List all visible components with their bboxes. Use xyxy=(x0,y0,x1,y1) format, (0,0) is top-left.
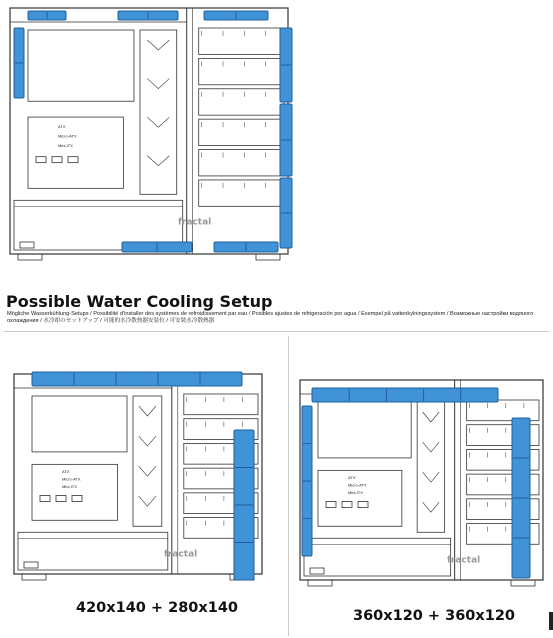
slot-cover xyxy=(56,495,66,501)
config-caption-1: 420x140 + 280x140 xyxy=(76,600,239,616)
divider-horizontal xyxy=(4,331,549,332)
slot-cover xyxy=(326,501,336,507)
slot-cover xyxy=(40,495,50,501)
front-vent-block xyxy=(199,180,284,206)
vent-chevron xyxy=(423,442,439,452)
motherboard-lower xyxy=(32,464,118,520)
drawing-label: Mini-ITX xyxy=(348,489,363,495)
motherboard-lower xyxy=(318,470,402,526)
slot-cover xyxy=(72,495,82,501)
motherboard-tray xyxy=(32,396,127,452)
radiator-top-420 xyxy=(32,372,242,386)
slot-cover xyxy=(52,157,62,163)
case-foot xyxy=(308,580,332,586)
drawing-label: ATX xyxy=(58,124,66,130)
vent-chevron xyxy=(147,117,169,127)
case-foot xyxy=(22,574,46,580)
front-vent-block xyxy=(199,119,284,145)
radiator-top-360 xyxy=(312,388,498,402)
slot-cover xyxy=(36,157,46,163)
vent-chevron xyxy=(147,79,169,89)
drawing-label: Micro-ATX xyxy=(62,476,81,482)
case-diagram-overview xyxy=(4,2,294,270)
case-diagram-config-2 xyxy=(294,374,549,596)
slot-cover xyxy=(68,157,78,163)
drawing-label: Micro-ATX xyxy=(348,482,367,488)
case-diagram-config-1 xyxy=(8,368,268,590)
motherboard-tray xyxy=(318,402,411,458)
case-outline xyxy=(14,374,262,574)
vent-chevron xyxy=(147,156,169,166)
front-vent-block xyxy=(199,28,284,54)
io-port xyxy=(24,562,38,568)
vent-chevron xyxy=(147,40,169,50)
case-foot xyxy=(18,254,42,260)
psu-shroud xyxy=(18,532,168,570)
slot-cover xyxy=(358,501,368,507)
vent-chevron xyxy=(423,502,439,512)
io-port xyxy=(20,242,34,248)
case-foot xyxy=(511,580,535,586)
brand-logo: fractal xyxy=(447,555,481,566)
section-subtitle: Mögliche Wasserkühlung-Setups / Possibilité d'installer des systèmes de refroidissement par eau / Posibles ajustes de refrigeración por agua / Exempel på vattenkylningssystem / Возможные настройки водяного охлаждения / 水冷却のセットアップ / 可能的水冷散热器安装位 / 可安裝水冷散熱器 xyxy=(7,311,534,324)
drawing-label: Micro-ATX xyxy=(58,133,77,139)
case-outline xyxy=(10,8,288,254)
config-caption-2: 360x120 + 360x120 xyxy=(353,608,516,624)
front-vent-block xyxy=(184,394,258,415)
front-vent-block xyxy=(199,89,284,115)
front-vent-block xyxy=(199,150,284,176)
brand-logo: fractal xyxy=(164,549,198,560)
case-foot xyxy=(256,254,280,260)
vent-chevron xyxy=(139,496,156,506)
vent-chevron xyxy=(423,472,439,482)
brand-logo: fractal xyxy=(178,217,212,228)
vent-chevron xyxy=(423,412,439,422)
section-title: Possible Water Cooling Setup xyxy=(6,292,273,311)
psu-shroud xyxy=(304,538,451,576)
drawing-label: ATX xyxy=(62,469,70,475)
divider-vertical xyxy=(288,336,289,636)
drawing-label: ATX xyxy=(348,475,356,481)
vent-chevron xyxy=(139,436,156,446)
edge-marker xyxy=(549,612,553,630)
drawing-label: Mini-ITX xyxy=(58,143,73,149)
motherboard-tray xyxy=(28,30,134,101)
slot-cover xyxy=(342,501,352,507)
drawing-label: Mini-ITX xyxy=(62,483,77,489)
vent-chevron xyxy=(139,466,156,476)
io-port xyxy=(310,568,324,574)
front-vent-block xyxy=(199,58,284,84)
drive-cage xyxy=(140,30,177,194)
case-outline xyxy=(300,380,543,580)
vent-chevron xyxy=(139,406,156,416)
motherboard-lower xyxy=(28,117,123,188)
